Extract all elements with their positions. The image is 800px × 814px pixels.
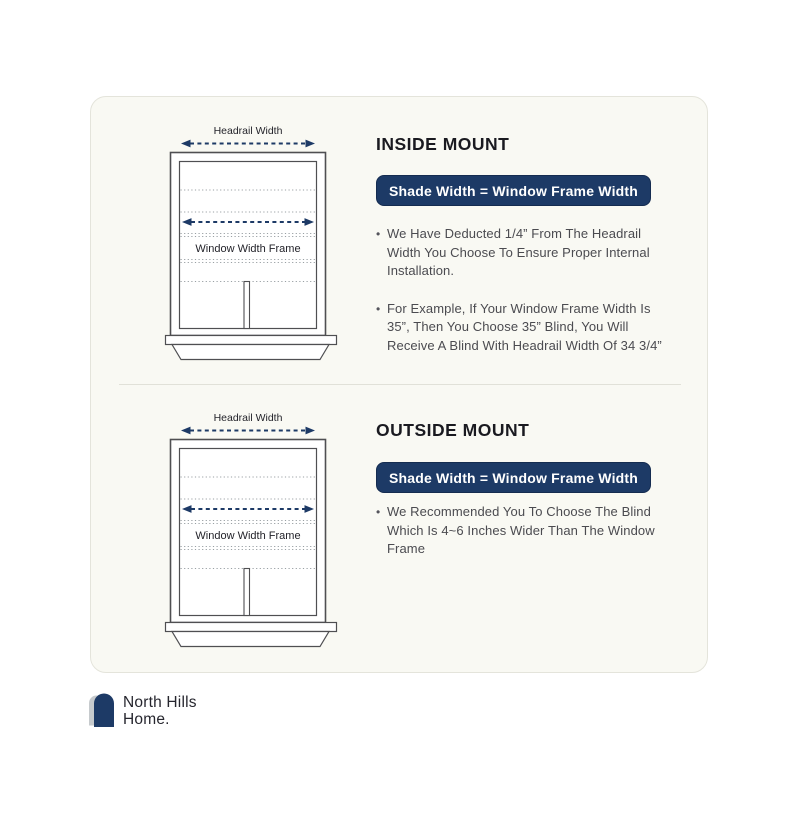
outside-mount-heading: OUTSIDE MOUNT (376, 420, 530, 440)
brand-line-2: Home. (123, 710, 170, 728)
window-diagram-icon (163, 121, 339, 361)
outside-mount-badge: Shade Width = Window Frame Width (376, 462, 651, 493)
brand-name (123, 693, 197, 728)
list-item (376, 225, 676, 281)
bullet-text: We Recommended You To Choose The Blind Which Is 4~6 Inches Wider Than The Window Frame (387, 504, 655, 556)
brand-line-1: North Hills (123, 694, 197, 711)
inside-mount-window-diagram (163, 121, 339, 366)
inside-mount-heading: INSIDE MOUNT (376, 134, 510, 154)
outside-mount-window-diagram (163, 408, 339, 653)
section-divider (119, 384, 681, 385)
arch-logo-icon (88, 693, 115, 728)
list-item (376, 503, 676, 559)
brand-logo (88, 693, 197, 728)
window-width-frame-label: Window Width Frame (195, 243, 301, 255)
outside-mount-bullet-list (376, 503, 676, 578)
bullet-text: For Example, If Your Window Frame Width Is 35”, Then You Choose 35” Blind, You Will Receive A Blind With Headrail Width Of 34 3/4” (387, 300, 662, 353)
headrail-width-label: Headrail Width (213, 125, 283, 137)
measurement-guide-card (90, 96, 708, 673)
inside-mount-badge: Shade Width = Window Frame Width (376, 175, 651, 206)
bullet-dot: • (376, 301, 381, 316)
headrail-width-label: Headrail Width (213, 412, 283, 424)
list-item (376, 300, 676, 356)
window-diagram-icon (163, 408, 339, 648)
bullet-dot: • (376, 505, 381, 519)
window-width-frame-label: Window Width Frame (195, 530, 301, 542)
bullet-dot: • (376, 227, 381, 241)
bullet-text: We Have Deducted 1/4” From The Headrail Width You Choose To Ensure Proper Internal Installation. (387, 226, 650, 278)
inside-mount-bullet-list (376, 225, 676, 374)
